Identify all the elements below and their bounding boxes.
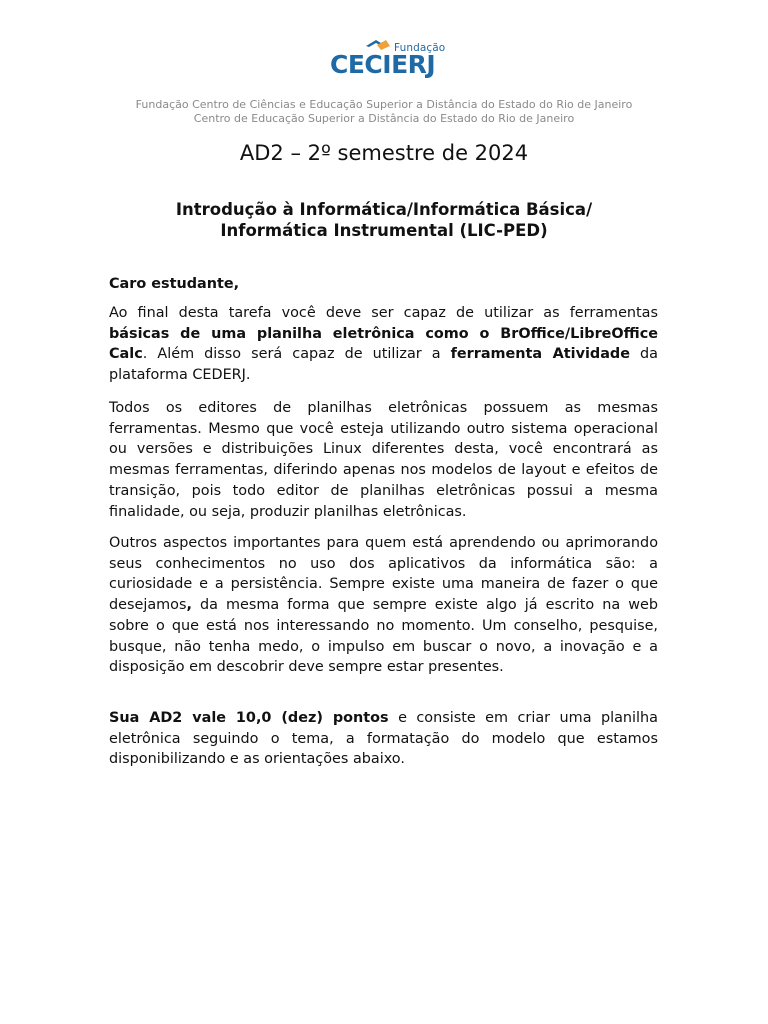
logo-main-text: CECIERJ xyxy=(330,50,436,79)
logo-small-text: Fundação xyxy=(394,42,446,54)
cecierj-logo xyxy=(328,38,448,90)
course-title-line-1: Introdução à Informática/Informática Básica/ xyxy=(175,200,593,219)
paragraph-2: Todos os editores de planilhas eletrônicas possuem as mesmas ferramentas. Mesmo que você esteja utilizando outro sistema operacional ou versões e distribuições Linux diferentes desta, você encontrará as mesmas ferramentas, diferindo apenas nos modelos de layout e efeitos de transição, pois todo editor de planilhas eletrônicas possui a mesma finalidade, ou seja, produzir planilhas eletrônicas. xyxy=(109,400,658,520)
paragraph-4-text: e consiste em criar uma planilha eletrônica seguindo o tema, a formatação do modelo que estamos disponibilizando e as orientações abaixo. xyxy=(109,710,658,768)
paragraph-1 xyxy=(109,303,658,386)
paragraph-1-bold-b: ferramenta Atividade xyxy=(450,346,630,363)
course-title xyxy=(0,199,768,241)
paragraph-1-text-a: Ao final desta tarefa você deve ser capaz de utilizar as ferramentas xyxy=(109,305,658,321)
document-title: AD2 – 2º semestre de 2024 xyxy=(239,141,529,165)
institution-line-1: Fundação Centro de Ciências e Educação Superior a Distância do Estado do Rio de Janeiro xyxy=(135,98,633,111)
paragraph-3-text-b: da mesma forma que sempre existe algo já escrito na web sobre o que está nos interessando no momento. Um conselho, pesquise, busque, não tenha medo, o impulso em buscar o novo, a inovação e a disposição em descobrir deve sempre estar presentes. xyxy=(109,597,658,676)
paragraph-4-bold: Sua AD2 vale 10,0 (dez) pontos xyxy=(109,710,389,726)
course-title-line-2: Informática Instrumental (LIC-PED) xyxy=(220,221,548,240)
paragraph-1-text-c: da plataforma CEDERJ. xyxy=(109,346,658,384)
institution-line-2: Centro de Educação Superior a Distância do Estado do Rio de Janeiro xyxy=(193,112,575,125)
paragraph-3-bold-comma: , xyxy=(186,597,192,614)
paragraph-1-bold-a: básicas de uma planilha eletrônica como o BrOffice/LibreOffice Calc xyxy=(109,325,658,363)
paragraph-3-text-a: Outros aspectos importantes para quem está aprendendo ou aprimorando seus conhecimentos no uso dos aplicativos da informática são: a curiosidade e a persistência. Sempre existe uma maneira de fazer o que desejamos xyxy=(109,535,658,614)
paragraph-4 xyxy=(109,708,658,770)
paragraph-1-text-b: . Além disso será capaz de utilizar a xyxy=(142,346,451,363)
greeting: Caro estudante, xyxy=(109,276,240,292)
paragraph-3 xyxy=(109,533,658,678)
